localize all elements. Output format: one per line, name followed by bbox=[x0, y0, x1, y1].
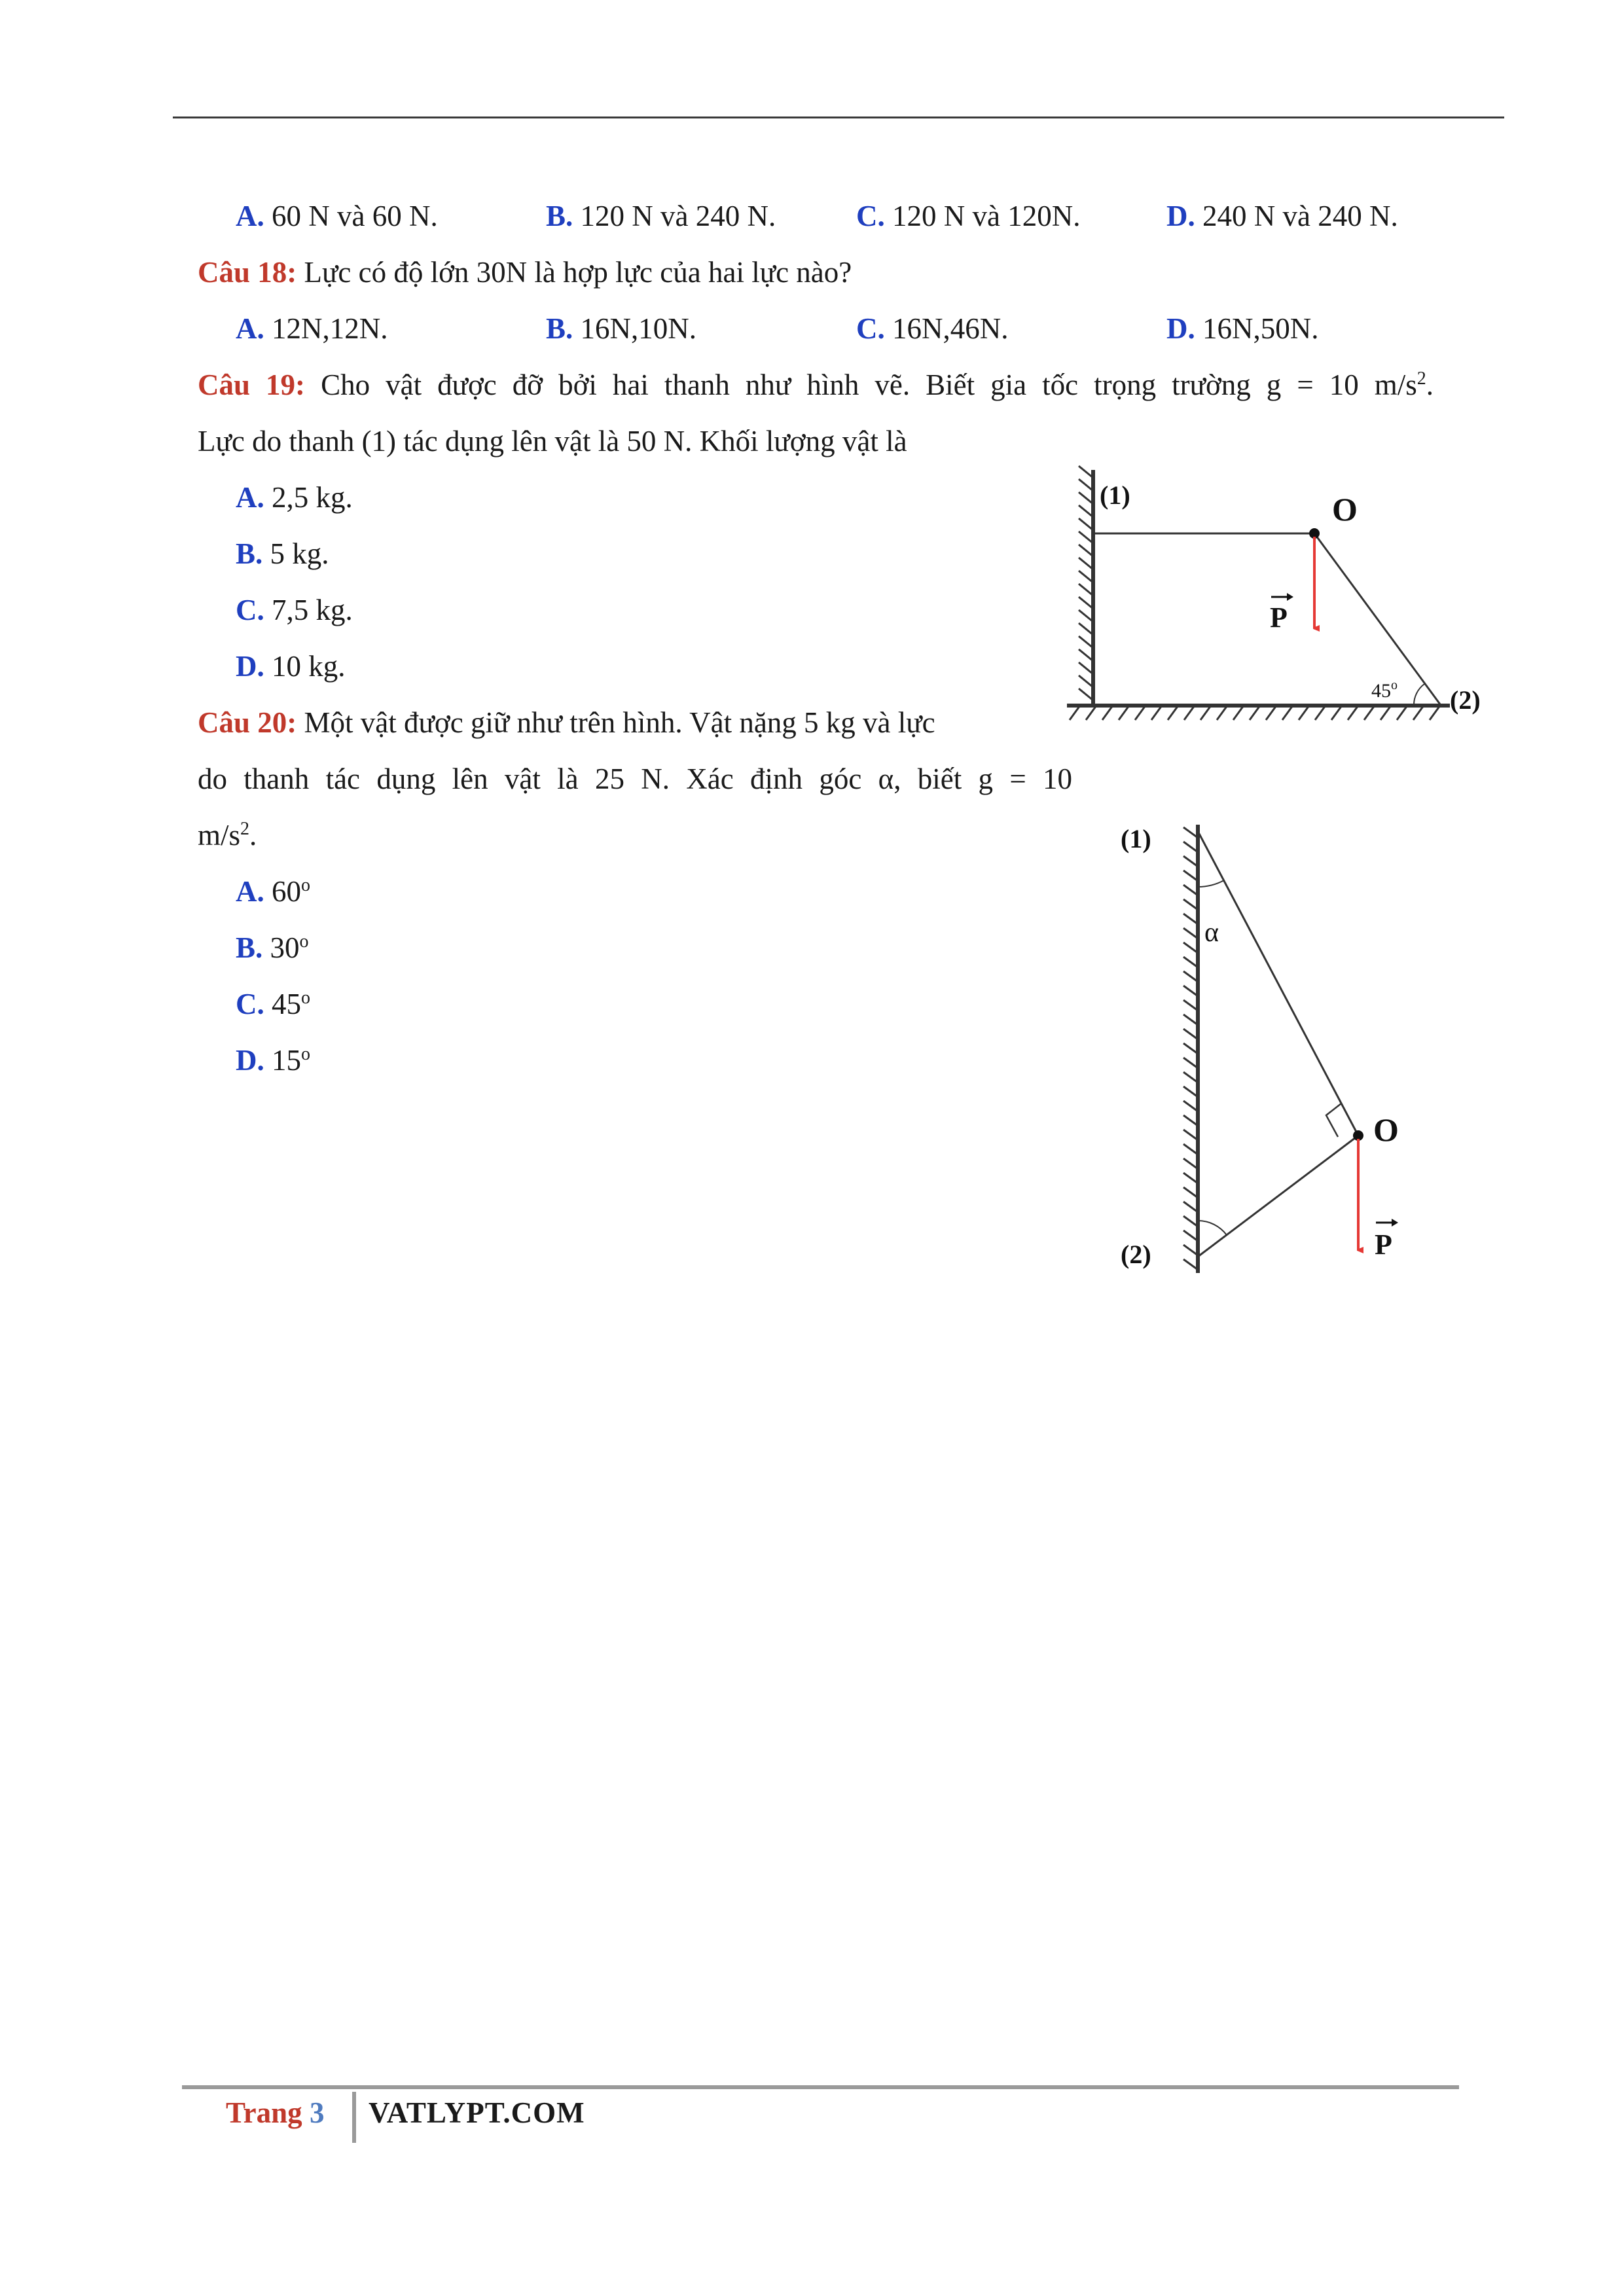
q20-angle-arc-top bbox=[1198, 880, 1224, 887]
option-text: 5 kg. bbox=[270, 537, 329, 570]
superscript: 2 bbox=[240, 819, 250, 839]
q19-label-bar1: (1) bbox=[1100, 480, 1130, 510]
header-rule bbox=[173, 117, 1504, 118]
option-text: 10 kg. bbox=[272, 650, 346, 683]
unit-text: m/s bbox=[198, 819, 241, 852]
option-letter: C. bbox=[236, 594, 264, 626]
vector-tip bbox=[1392, 1219, 1398, 1227]
q20-right-angle-mark bbox=[1326, 1103, 1341, 1137]
option-letter: A. bbox=[236, 312, 264, 345]
q20-label-bar1: (1) bbox=[1121, 824, 1151, 853]
footer-rule bbox=[182, 2085, 1459, 2089]
option-letter: D. bbox=[236, 650, 264, 683]
q18-option-a bbox=[236, 309, 388, 348]
page-number: 3 bbox=[309, 2096, 325, 2129]
q20-label-force bbox=[1375, 1219, 1398, 1261]
option-text: 45 bbox=[272, 988, 301, 1020]
vector-tip bbox=[1287, 593, 1293, 601]
question-text: Một vật được giữ như trên hình. Vật nặng 5 kg và lực bbox=[304, 706, 935, 739]
option-text: 16N,46N. bbox=[892, 312, 1009, 345]
option-letter: B. bbox=[546, 200, 573, 232]
question-label: Câu 20: bbox=[198, 706, 297, 739]
option-letter: B. bbox=[546, 312, 573, 345]
q20-wall-hatching bbox=[1183, 825, 1198, 1273]
q19-wall-hatching bbox=[1079, 466, 1093, 706]
degree-sup: o bbox=[301, 988, 310, 1008]
option-letter: D. bbox=[1166, 312, 1195, 345]
q20-label-o: O bbox=[1373, 1111, 1399, 1148]
floor-hatch bbox=[1070, 706, 1440, 720]
q20-bar-1 bbox=[1198, 831, 1358, 1136]
option-text: 2,5 kg. bbox=[272, 481, 353, 514]
q17-option-a bbox=[236, 196, 438, 236]
question-label: Câu 18: bbox=[198, 256, 297, 289]
option-text: 15 bbox=[272, 1044, 301, 1077]
q20-question-line1 bbox=[198, 703, 935, 742]
punctuation: . bbox=[249, 819, 257, 852]
q20-label-alpha: α bbox=[1204, 918, 1219, 948]
q17-option-b bbox=[546, 196, 776, 236]
option-letter: C. bbox=[236, 988, 264, 1020]
option-letter: A. bbox=[236, 481, 264, 514]
option-letter: C. bbox=[856, 312, 885, 345]
option-letter: A. bbox=[236, 200, 264, 232]
angle-degree: o bbox=[1391, 678, 1398, 692]
q19-option-a bbox=[236, 478, 353, 517]
q19-floor-hatching bbox=[1067, 706, 1450, 720]
option-text: 60 bbox=[272, 875, 301, 908]
wall-hatch bbox=[1183, 827, 1198, 1270]
q20-option-b bbox=[236, 928, 309, 967]
q19-angle-arc bbox=[1414, 684, 1424, 706]
page-word: Trang bbox=[226, 2096, 302, 2129]
option-text: 60 N và 60 N. bbox=[272, 200, 438, 232]
option-text: 30 bbox=[270, 931, 300, 964]
force-letter: P bbox=[1270, 601, 1288, 634]
angle-value: 45 bbox=[1371, 680, 1391, 702]
q20-option-a bbox=[236, 872, 310, 911]
q19-figure bbox=[1041, 452, 1512, 759]
q20-option-c bbox=[236, 984, 310, 1024]
question-label: Câu 19: bbox=[198, 368, 306, 401]
q19-question-line2: Lực do thanh (1) tác dụng lên vật là 50 N. Khối lượng vật là bbox=[198, 425, 907, 457]
q20-question-line3 bbox=[198, 816, 257, 855]
q20-label-bar2: (2) bbox=[1121, 1240, 1151, 1269]
degree-sup: o bbox=[299, 931, 309, 952]
q18-option-b bbox=[546, 309, 696, 348]
option-letter: A. bbox=[236, 875, 264, 908]
footer-site-name: VATLYPT.COM bbox=[369, 2096, 585, 2129]
q17-option-c bbox=[856, 196, 1080, 236]
q18-option-d bbox=[1166, 309, 1319, 348]
option-letter: B. bbox=[236, 931, 263, 964]
question-text: Lực có độ lớn 30N là hợp lực của hai lực nào? bbox=[304, 256, 852, 289]
option-text: 120 N và 120N. bbox=[892, 200, 1081, 232]
q19-bar-2 bbox=[1314, 533, 1440, 704]
degree-sup: o bbox=[301, 875, 310, 895]
q19-option-d bbox=[236, 647, 346, 686]
q20-bar-2 bbox=[1198, 1136, 1358, 1257]
option-letter: D. bbox=[236, 1044, 264, 1077]
q18-options bbox=[0, 309, 1624, 348]
q17-options bbox=[0, 196, 1624, 236]
q19-label-angle bbox=[1371, 678, 1398, 702]
q20-option-d bbox=[236, 1041, 310, 1080]
footer-separator bbox=[352, 2092, 356, 2143]
wall-hatch bbox=[1079, 466, 1093, 700]
superscript: 2 bbox=[1416, 368, 1426, 389]
option-letter: D. bbox=[1166, 200, 1195, 232]
option-text: 240 N và 240 N. bbox=[1202, 200, 1398, 232]
option-letter: B. bbox=[236, 537, 263, 570]
q19-question-line1 bbox=[198, 365, 1434, 404]
option-text: 16N,10N. bbox=[580, 312, 697, 345]
option-letter: C. bbox=[856, 200, 885, 232]
punctuation: . bbox=[1426, 368, 1434, 401]
option-text: 12N,12N. bbox=[272, 312, 388, 345]
option-text: 120 N và 240 N. bbox=[580, 200, 776, 232]
option-text: 7,5 kg. bbox=[272, 594, 353, 626]
q18-option-c bbox=[856, 309, 1009, 348]
option-text: 16N,50N. bbox=[1202, 312, 1319, 345]
q20-figure bbox=[1106, 812, 1434, 1289]
q19-option-c bbox=[236, 590, 353, 630]
question-text: Cho vật được đỡ bởi hai thanh như hình vẽ. Biết gia tốc trọng trường g = 10 m/s bbox=[321, 368, 1417, 401]
force-letter: P bbox=[1375, 1229, 1392, 1261]
q19-label-force bbox=[1270, 593, 1293, 634]
q19-label-bar2: (2) bbox=[1450, 685, 1481, 715]
q18-question bbox=[198, 253, 852, 292]
q19-option-b bbox=[236, 534, 329, 573]
q17-option-d bbox=[1166, 196, 1398, 236]
q19-label-o: O bbox=[1332, 491, 1358, 528]
q20-question-line2: do thanh tác dụng lên vật là 25 N. Xác định góc α, biết g = 10 bbox=[198, 762, 1072, 795]
degree-sup: o bbox=[301, 1044, 310, 1064]
q20-angle-arc-bottom bbox=[1198, 1221, 1227, 1235]
footer-page-label bbox=[226, 2096, 324, 2130]
